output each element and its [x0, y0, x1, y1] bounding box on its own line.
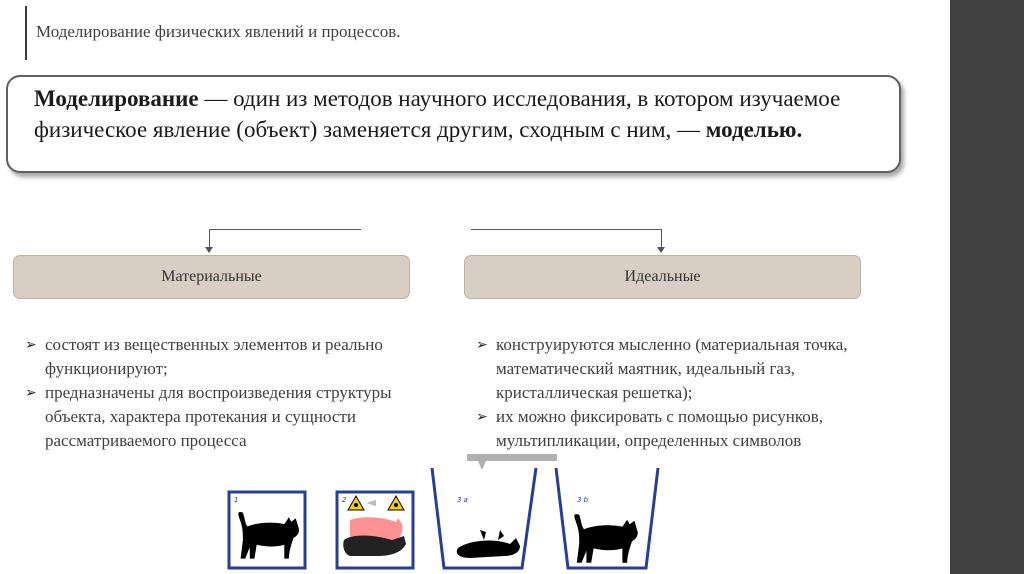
- cat-dead-icon: [457, 530, 520, 558]
- definition-term-end: моделью.: [705, 117, 803, 142]
- panel-2-label: 2: [342, 496, 347, 504]
- lid-arrow-icon: [478, 461, 486, 470]
- slide-title: Моделирование физических явлений и процессов.: [36, 22, 401, 41]
- cat-alive-icon: [574, 514, 637, 563]
- definition-body: — один из методов научного исследования, в котором изучаемое физическое явление (объект) заменяется другим, сходным с ним, —: [34, 86, 841, 142]
- panel-3b-label: 3 b: [577, 496, 589, 504]
- arrow-bullet-icon: ➢: [25, 385, 37, 401]
- definition-term: Моделирование: [34, 86, 199, 111]
- panel-3b-box: [556, 468, 658, 568]
- category-material-label: Материальные: [161, 268, 262, 285]
- arrow-bullet-icon: ➢: [476, 337, 488, 353]
- list-item: ➢ состоят из вещественных элементов и реально функционируют;: [25, 335, 383, 378]
- panel-3a-label: 3 a: [457, 496, 468, 504]
- category-ideal-label: Идеальные: [624, 268, 701, 285]
- list-item: ➢ предназначены для воспроизведения структуры объекта, характера протекания и сущности рассматриваемого процесса: [25, 383, 392, 450]
- arrow-bullet-icon: ➢: [476, 409, 488, 425]
- arrow-bullet-icon: ➢: [25, 337, 37, 353]
- radiation-symbol-icon: [394, 503, 398, 507]
- hazard-symbol-icon: [354, 503, 358, 507]
- list-item: ➢ конструируются мысленно (материальная точка, математический маятник, идеальный газ, кристаллическая решетка);: [476, 335, 848, 402]
- panel-1-label: 1: [234, 496, 239, 504]
- lid-icon: [467, 454, 557, 461]
- list-item: ➢ их можно фиксировать с помощью рисунков, мультипликации, определенных символов: [476, 407, 824, 450]
